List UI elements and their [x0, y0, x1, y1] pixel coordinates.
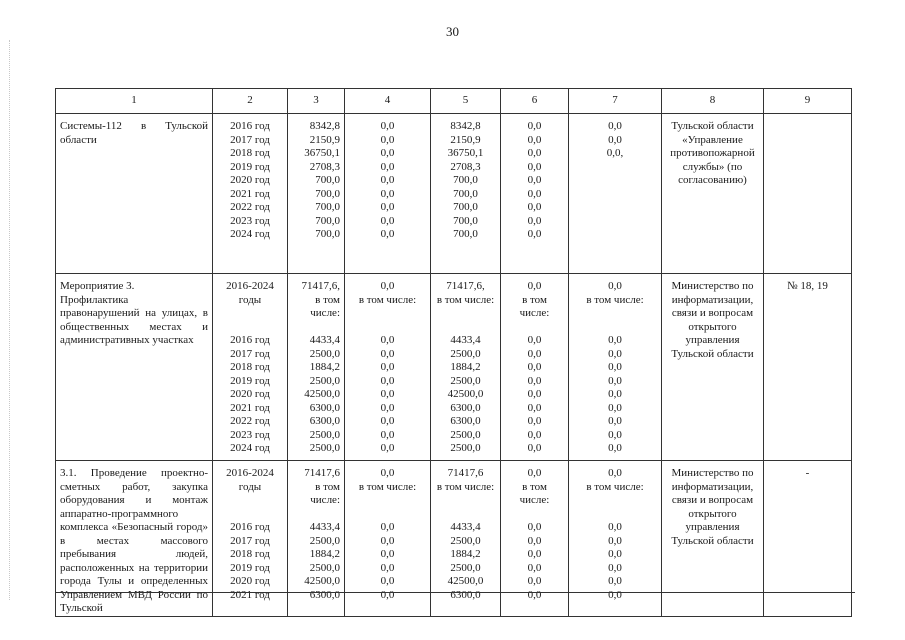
measure-name: 3.1. Проведение проектно-сметных работ, закупка оборудования и монтаж аппаратно-программного комплекса «Безопасный город» в местах массового пребывания людей, расположенных на территории города Тулы и определенных Управлением МВД России по Тульской — [60, 467, 208, 614]
local-funding-value: 0,0 — [527, 388, 542, 400]
total-funding-value: 1884,2 — [309, 361, 340, 373]
federal-funding-value: 0,0 — [380, 415, 395, 427]
regional-funding-values — [431, 114, 500, 242]
other-funding-values — [569, 521, 661, 602]
col-header-4: 4 — [345, 89, 431, 114]
federal-funding-value: 0,0 — [380, 174, 395, 186]
total-funding-value: 1884,2 — [309, 548, 340, 560]
local-funding-values — [501, 114, 568, 242]
federal-funding-value: 0,0 — [380, 428, 395, 441]
federal-funding-value: 0,0 — [380, 548, 395, 560]
other-funding-values — [569, 334, 661, 456]
executor-text: Министерство по информатизации, связи и вопросам открытого управления Тульской области — [671, 467, 754, 547]
spacer — [431, 508, 500, 522]
executor-text: Министерство по информатизации, связи и вопросам открытого управления Тульской области — [671, 280, 754, 360]
spacer — [569, 494, 661, 508]
total-funding-value: 4433,4 — [309, 334, 340, 346]
table-row — [56, 114, 852, 274]
period-value: 2022 год — [230, 415, 270, 427]
local-funding-value: 0,0 — [527, 147, 542, 159]
period-value: 2024 год — [230, 442, 270, 454]
total-funding-value: 2500,0 — [309, 428, 340, 441]
spacer — [213, 508, 287, 522]
total-funding-value: 2500,0 — [309, 374, 340, 387]
local-funding-summary: 0,0 в том числе: — [519, 467, 550, 506]
total-funding-values — [288, 114, 344, 242]
total-funding-values — [288, 521, 344, 602]
spacer — [345, 307, 430, 321]
spacer — [213, 494, 287, 508]
period-value: 2016 год — [230, 120, 270, 132]
total-funding-summary: 71417,6 в том числе: — [304, 467, 340, 506]
measure-name-cell — [56, 274, 213, 461]
local-funding-cell — [501, 114, 569, 274]
total-funding-value: 4433,4 — [309, 521, 340, 533]
period-value: 2017 год — [230, 534, 270, 547]
federal-funding-summary: 0,0 в том числе: — [358, 467, 417, 493]
federal-funding-value: 0,0 — [380, 521, 395, 533]
local-funding-value: 0,0 — [527, 588, 542, 601]
column-number-row — [56, 89, 852, 114]
other-funding-value: 0,0 — [608, 575, 622, 587]
regional-funding-values — [431, 521, 500, 602]
total-funding-value: 2708,3 — [309, 160, 340, 173]
total-funding-value: 700,0 — [315, 174, 340, 186]
regional-funding-value: 700,0 — [453, 201, 478, 213]
federal-funding-value: 0,0 — [380, 561, 395, 574]
measure-name-cell — [56, 114, 213, 274]
indicators-text: - — [805, 467, 810, 479]
spacer — [431, 321, 500, 335]
regional-funding-value: 2500,0 — [450, 347, 481, 360]
col-header-6: 6 — [501, 89, 569, 114]
federal-funding-value: 0,0 — [380, 133, 395, 146]
other-funding-cell — [569, 114, 662, 274]
period-value: 2019 год — [230, 160, 270, 173]
regional-funding-values — [431, 334, 500, 456]
local-funding-value: 0,0 — [527, 374, 542, 387]
regional-funding-summary: 71417,6, в том числе: — [436, 280, 495, 306]
program-table — [55, 88, 852, 617]
total-funding-value: 6300,0 — [309, 588, 340, 601]
indicators-cell — [764, 114, 852, 274]
period-value: 2018 год — [230, 361, 270, 373]
table-continues-line — [55, 592, 855, 593]
other-funding-value: 0,0 — [608, 120, 622, 132]
total-funding-value: 6300,0 — [309, 401, 340, 414]
other-funding-value: 0,0 — [608, 361, 622, 373]
regional-funding-value: 2500,0 — [450, 561, 481, 574]
spacer — [288, 508, 344, 522]
federal-funding-value: 0,0 — [380, 147, 395, 159]
other-funding-cell — [569, 274, 662, 461]
local-funding-value: 0,0 — [527, 561, 542, 574]
local-funding-value: 0,0 — [527, 361, 542, 373]
executor-cell — [662, 274, 764, 461]
federal-funding-summary: 0,0 в том числе: — [358, 280, 417, 306]
spacer — [569, 508, 661, 522]
other-funding-summary: 0,0 в том числе: — [586, 280, 644, 306]
period-cell — [213, 114, 288, 274]
spacer — [213, 321, 287, 335]
local-funding-value: 0,0 — [527, 334, 542, 346]
total-funding-values — [288, 334, 344, 456]
spacer — [213, 307, 287, 321]
col-header-1: 1 — [56, 89, 213, 114]
regional-funding-value: 2500,0 — [450, 374, 481, 387]
total-funding-value: 2500,0 — [309, 534, 340, 547]
spacer — [345, 494, 430, 508]
period-value: 2021 год — [230, 588, 270, 601]
federal-funding-values — [345, 334, 430, 456]
local-funding-value: 0,0 — [527, 442, 542, 454]
table-row — [56, 274, 852, 461]
federal-funding-values — [345, 114, 430, 242]
measure-name: Системы-112 в Тульской области — [60, 120, 208, 146]
col-header-2: 2 — [213, 89, 288, 114]
total-funding-cell — [288, 114, 345, 274]
period-value: 2017 год — [230, 347, 270, 360]
regional-funding-value: 700,0 — [453, 228, 478, 240]
federal-funding-value: 0,0 — [380, 401, 395, 414]
federal-funding-value: 0,0 — [380, 442, 395, 454]
local-funding-value: 0,0 — [527, 521, 542, 533]
regional-funding-value: 36750,1 — [447, 147, 484, 159]
federal-funding-cell — [345, 114, 431, 274]
regional-funding-value: 1884,2 — [450, 361, 481, 373]
local-funding-value: 0,0 — [527, 187, 542, 200]
regional-funding-value: 42500,0 — [447, 388, 484, 400]
other-funding-value: 0,0 — [608, 428, 622, 441]
local-funding-value: 0,0 — [527, 160, 542, 173]
local-funding-value: 0,0 — [527, 548, 542, 560]
local-funding-value: 0,0 — [527, 120, 542, 132]
other-funding-values — [569, 114, 661, 161]
other-funding-value: 0,0 — [608, 133, 622, 146]
executor-text: Тульской области «Управление противопожарной службы» (по согласованию) — [670, 120, 755, 186]
local-funding-value: 0,0 — [527, 201, 542, 213]
spacer — [345, 508, 430, 522]
federal-funding-cell — [345, 274, 431, 461]
indicators-cell — [764, 274, 852, 461]
total-funding-value: 42500,0 — [304, 388, 340, 400]
period-value: 2017 год — [230, 133, 270, 146]
other-funding-value: 0,0 — [608, 388, 622, 400]
local-funding-cell — [501, 274, 569, 461]
regional-funding-value: 2500,0 — [450, 442, 481, 454]
federal-funding-value: 0,0 — [380, 228, 395, 240]
other-funding-value: 0,0 — [608, 374, 622, 387]
other-funding-summary: 0,0 в том числе: — [586, 467, 644, 493]
period-value: 2020 год — [230, 575, 270, 587]
total-funding-value: 700,0 — [315, 214, 340, 227]
federal-funding-value: 0,0 — [380, 334, 395, 346]
period-summary: 2016-2024 годы — [226, 280, 274, 306]
other-funding-value: 0,0 — [608, 347, 622, 360]
spacer — [431, 494, 500, 508]
regional-funding-cell — [431, 274, 501, 461]
col-header-9: 9 — [764, 89, 852, 114]
spacer — [569, 307, 661, 321]
other-funding-value: 0,0 — [608, 401, 622, 414]
spacer — [288, 321, 344, 335]
period-value: 2022 год — [230, 201, 270, 213]
period-value: 2023 год — [230, 428, 270, 441]
spacer — [501, 321, 568, 335]
period-value: 2018 год — [230, 147, 270, 159]
regional-funding-cell — [431, 114, 501, 274]
total-funding-value: 2150,9 — [309, 133, 340, 146]
local-funding-value: 0,0 — [527, 347, 542, 360]
executor-cell — [662, 114, 764, 274]
federal-funding-value: 0,0 — [380, 588, 395, 601]
regional-funding-value: 1884,2 — [450, 548, 481, 560]
regional-funding-value: 42500,0 — [447, 575, 484, 587]
local-funding-values — [501, 334, 568, 456]
period-summary: 2016-2024 годы — [226, 467, 274, 493]
spacer — [431, 307, 500, 321]
total-funding-value: 700,0 — [315, 201, 340, 213]
local-funding-value: 0,0 — [527, 214, 542, 227]
other-funding-value: 0,0 — [608, 534, 622, 547]
regional-funding-value: 700,0 — [453, 174, 478, 186]
local-funding-value: 0,0 — [527, 428, 542, 441]
total-funding-value: 700,0 — [315, 228, 340, 240]
local-funding-values — [501, 521, 568, 602]
period-values — [213, 334, 287, 456]
regional-funding-value: 2708,3 — [450, 160, 481, 173]
regional-funding-value: 2500,0 — [450, 428, 481, 441]
page-number: 30 — [446, 24, 459, 39]
local-funding-value: 0,0 — [527, 228, 542, 240]
col-header-8: 8 — [662, 89, 764, 114]
regional-funding-value: 4433,4 — [450, 334, 481, 346]
federal-funding-value: 0,0 — [380, 160, 395, 173]
federal-funding-value: 0,0 — [380, 575, 395, 587]
scan-edge-line — [9, 40, 10, 600]
regional-funding-value: 6300,0 — [450, 401, 481, 414]
federal-funding-value: 0,0 — [380, 120, 395, 132]
period-value: 2019 год — [230, 561, 270, 574]
federal-funding-values — [345, 521, 430, 602]
total-funding-value: 42500,0 — [304, 575, 340, 587]
regional-funding-value: 8342,8 — [450, 120, 481, 132]
period-value: 2016 год — [230, 334, 270, 346]
other-funding-value: 0,0 — [608, 561, 622, 574]
other-funding-value: 0,0 — [608, 334, 622, 346]
regional-funding-value: 700,0 — [453, 214, 478, 227]
regional-funding-value: 4433,4 — [450, 521, 481, 533]
federal-funding-value: 0,0 — [380, 388, 395, 400]
indicators-text — [764, 114, 851, 120]
federal-funding-value: 0,0 — [380, 534, 395, 547]
period-cell — [213, 274, 288, 461]
federal-funding-value: 0,0 — [380, 214, 395, 227]
federal-funding-value: 0,0 — [380, 374, 395, 387]
period-value: 2020 год — [230, 174, 270, 186]
total-funding-value: 2500,0 — [309, 442, 340, 454]
regional-funding-summary: 71417,6 в том числе: — [436, 467, 495, 493]
period-value: 2019 год — [230, 374, 270, 387]
col-header-3: 3 — [288, 89, 345, 114]
total-funding-value: 6300,0 — [309, 415, 340, 427]
other-funding-value: 0,0 — [608, 415, 622, 427]
period-values — [213, 521, 287, 602]
period-value: 2016 год — [230, 521, 270, 533]
federal-funding-value: 0,0 — [380, 361, 395, 373]
col-header-5: 5 — [431, 89, 501, 114]
period-values — [213, 114, 287, 242]
period-value: 2021 год — [230, 401, 270, 414]
total-funding-value: 2500,0 — [309, 561, 340, 574]
period-value: 2020 год — [230, 388, 270, 400]
local-funding-summary: 0,0 в том числе: — [519, 280, 550, 319]
regional-funding-value: 700,0 — [453, 187, 478, 200]
local-funding-value: 0,0 — [527, 415, 542, 427]
local-funding-value: 0,0 — [527, 575, 542, 587]
total-funding-value: 36750,1 — [304, 147, 340, 159]
period-value: 2023 год — [230, 214, 270, 227]
regional-funding-value: 6300,0 — [450, 588, 481, 601]
measure-name: Мероприятие 3. Профилактика правонарушений на улицах, в общественных местах и административных участках — [60, 280, 208, 346]
regional-funding-value: 2150,9 — [450, 133, 481, 146]
period-value: 2018 год — [230, 548, 270, 560]
regional-funding-value: 6300,0 — [450, 415, 481, 427]
federal-funding-value: 0,0 — [380, 201, 395, 213]
other-funding-value: 0,0 — [608, 548, 622, 560]
total-funding-cell — [288, 274, 345, 461]
total-funding-value: 2500,0 — [309, 347, 340, 360]
local-funding-value: 0,0 — [527, 133, 542, 146]
federal-funding-value: 0,0 — [380, 347, 395, 360]
other-funding-value: 0,0 — [608, 588, 622, 601]
other-funding-value: 0,0 — [608, 521, 622, 533]
federal-funding-value: 0,0 — [380, 187, 395, 200]
spacer — [569, 321, 661, 335]
total-funding-value: 700,0 — [315, 187, 340, 200]
spacer — [501, 508, 568, 522]
local-funding-value: 0,0 — [527, 534, 542, 547]
other-funding-value: 0,0, — [606, 147, 624, 159]
regional-funding-value: 2500,0 — [450, 534, 481, 547]
period-value: 2024 год — [230, 228, 270, 240]
indicators-text: № 18, 19 — [787, 280, 828, 292]
total-funding-summary: 71417,6, в том числе: — [301, 280, 340, 319]
local-funding-value: 0,0 — [527, 401, 542, 414]
local-funding-value: 0,0 — [527, 174, 542, 186]
total-funding-value: 8342,8 — [309, 120, 340, 132]
spacer — [345, 321, 430, 335]
other-funding-value: 0,0 — [608, 442, 622, 454]
period-value: 2021 год — [230, 187, 270, 200]
col-header-7: 7 — [569, 89, 662, 114]
